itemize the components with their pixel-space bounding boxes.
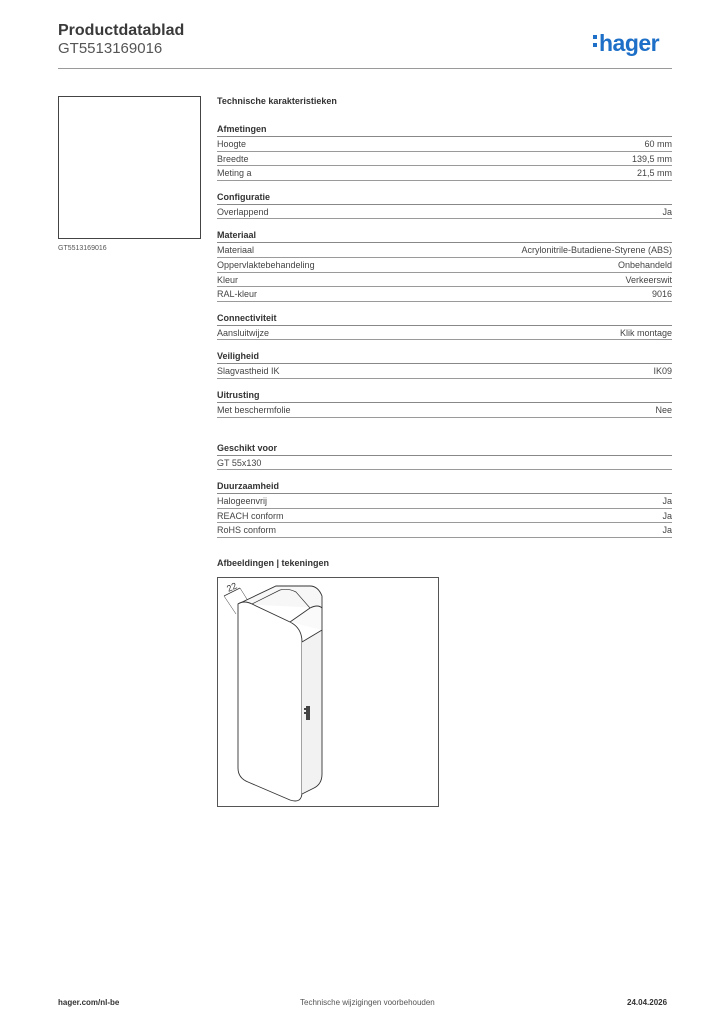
spec-row <box>217 403 672 418</box>
spec-row <box>217 456 672 471</box>
header-divider <box>58 68 672 69</box>
spec-value: Ja <box>662 206 672 217</box>
cap-front-face <box>238 602 302 801</box>
section-title: Duurzaamheid <box>217 480 672 494</box>
dimension-extension <box>224 596 236 614</box>
spec-label: RoHS conform <box>217 525 277 536</box>
spec-row <box>217 326 672 341</box>
technical-drawing <box>217 577 439 807</box>
section-connectiviteit <box>217 312 672 341</box>
section-geschikt-voor <box>217 442 672 471</box>
spec-value: Ja <box>662 496 672 507</box>
footer-date: 24.04.2026 <box>627 998 668 1007</box>
spec-label: Kleur <box>217 274 239 285</box>
product-image-caption: GT5513169016 <box>58 245 107 252</box>
spec-row <box>217 494 672 509</box>
spec-row <box>217 287 672 302</box>
spec-row <box>217 509 672 524</box>
spec-label: Aansluitwijze <box>217 327 270 338</box>
spec-row <box>217 523 672 538</box>
spec-value: 21,5 mm <box>636 168 672 179</box>
spec-value: 9016 <box>651 289 672 300</box>
section-title: Veiligheid <box>217 350 672 364</box>
spec-value: Onbehandeld <box>617 259 672 270</box>
spec-label: Materiaal <box>217 245 255 256</box>
footer-notice: Technische wijzigingen voorbehouden <box>300 998 435 1007</box>
spec-row <box>217 166 672 181</box>
spec-value: Ja <box>662 510 672 521</box>
images-title: Afbeeldingen | tekeningen <box>217 558 330 568</box>
section-title: Afmetingen <box>217 123 672 137</box>
section-title: Uitrusting <box>217 389 672 403</box>
page-title: Productdatablad <box>58 22 185 39</box>
spec-row <box>217 152 672 167</box>
spec-row <box>217 205 672 220</box>
spec-label: Halogeenvrij <box>217 496 268 507</box>
spec-value: 139,5 mm <box>631 153 672 164</box>
spec-label: REACH conform <box>217 510 284 521</box>
dimension-label: 22 <box>225 580 239 594</box>
footer-website[interactable]: hager.com/nl-be <box>58 998 120 1007</box>
cap-logo-dot <box>304 712 306 714</box>
spec-label: Breedte <box>217 153 249 164</box>
spec-row <box>217 137 672 152</box>
spec-row <box>217 273 672 288</box>
spec-label: Overlappend <box>217 206 269 217</box>
section-duurzaamheid <box>217 480 672 538</box>
spec-label: Meting a <box>217 168 252 179</box>
section-configuratie <box>217 191 672 220</box>
spec-value: Nee <box>655 404 672 415</box>
spec-row <box>217 364 672 379</box>
cap-logo-dot <box>304 708 306 710</box>
product-image <box>58 96 201 239</box>
section-title: Geschikt voor <box>217 442 672 456</box>
spec-value: Verkeerswit <box>625 274 672 285</box>
specifications <box>217 96 672 538</box>
spec-value: Klik montage <box>619 327 672 338</box>
specifications-title: Technische karakteristieken <box>217 96 337 106</box>
spec-row <box>217 258 672 273</box>
section-materiaal <box>217 229 672 301</box>
logo-text: hager <box>599 30 660 56</box>
spec-label: Met beschermfolie <box>217 404 291 415</box>
spec-label: GT 55x130 <box>217 457 262 468</box>
spec-value: 60 mm <box>644 139 672 149</box>
section-afmetingen <box>217 123 672 181</box>
spec-value: Acrylonitrile-Butadiene-Styrene (ABS) <box>521 245 672 256</box>
section-title: Configuratie <box>217 191 672 205</box>
end-cap-drawing <box>218 578 438 806</box>
section-uitrusting <box>217 389 672 418</box>
spec-value: Ja <box>662 525 672 536</box>
section-veiligheid <box>217 350 672 379</box>
product-code: GT5513169016 <box>58 40 163 57</box>
section-title: Materiaal <box>217 229 672 243</box>
section-title: Connectiviteit <box>217 312 672 326</box>
hager-logo <box>593 30 659 57</box>
spec-label: RAL-kleur <box>217 289 258 300</box>
spec-label: Oppervlaktebehandeling <box>217 259 315 270</box>
spec-label: Slagvastheid IK <box>217 366 280 377</box>
spec-row <box>217 243 672 258</box>
spec-label: Hoogte <box>217 139 247 149</box>
cap-logo-mark <box>306 706 310 720</box>
spec-value: IK09 <box>653 366 672 377</box>
